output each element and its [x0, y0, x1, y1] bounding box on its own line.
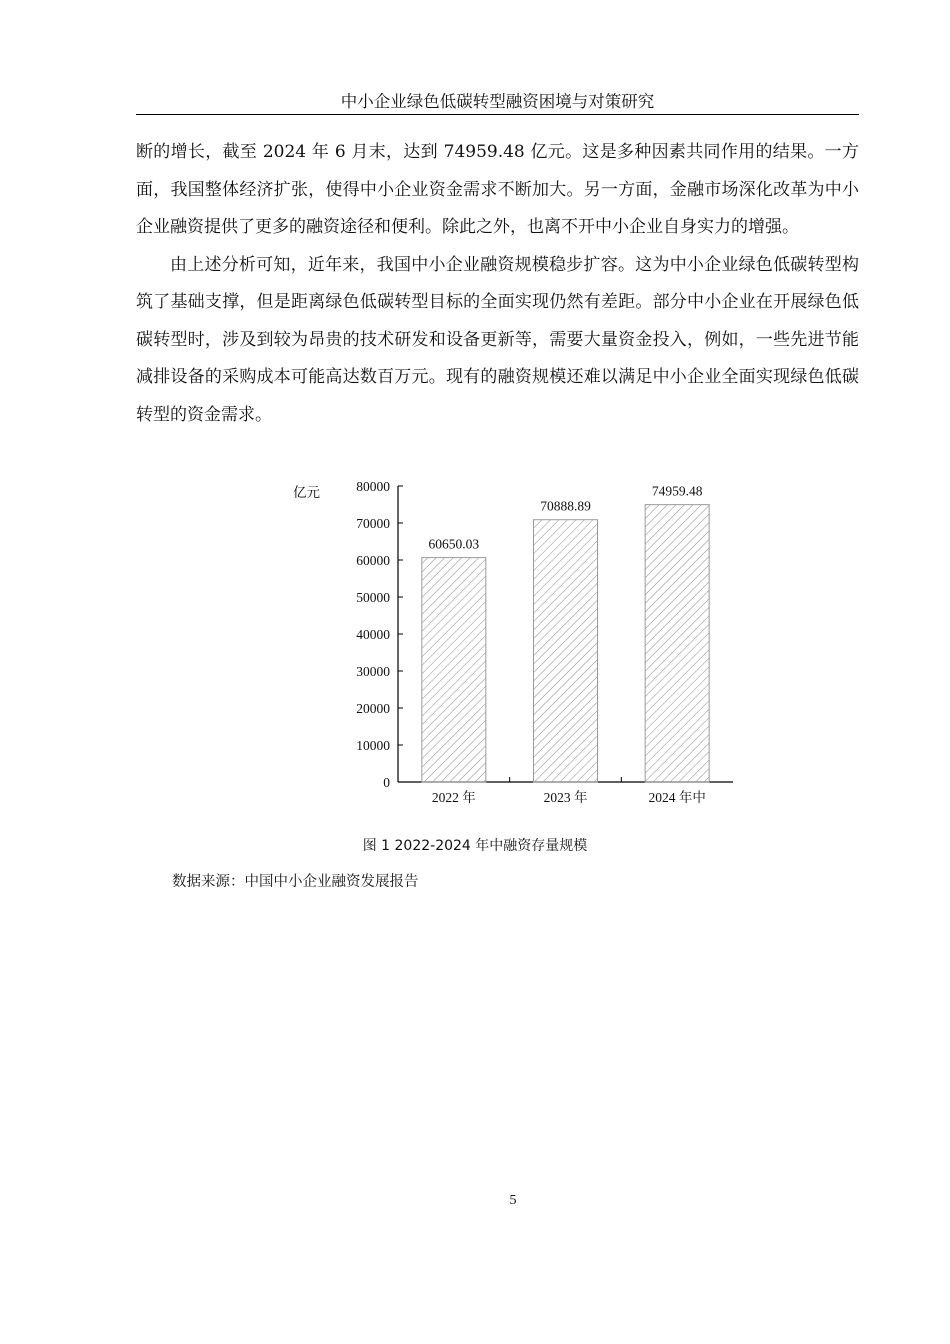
y-tick-label: 30000	[356, 664, 390, 679]
y-tick-label: 20000	[356, 701, 390, 716]
bar	[534, 520, 598, 782]
x-tick-label: 2024 年中	[648, 790, 706, 805]
chart-marks	[356, 479, 733, 805]
page-number: 5	[509, 1193, 517, 1208]
x-tick-label: 2023 年	[543, 790, 588, 805]
bar-value-label: 70888.89	[540, 498, 591, 514]
y-tick-label: 60000	[356, 553, 390, 568]
bar-value-label: 60650.03	[428, 536, 480, 552]
figure-caption: 图 1 2022-2024 年中融资存量规模	[362, 838, 588, 854]
bar-chart	[280, 476, 750, 816]
bar-value-label: 74959.48	[651, 483, 703, 499]
body-text	[136, 134, 859, 434]
y-tick-label: 40000	[356, 627, 390, 642]
y-tick-label: 0	[383, 775, 390, 790]
y-tick-label: 70000	[356, 516, 390, 531]
bar	[645, 505, 709, 782]
y-tick-label: 50000	[356, 590, 390, 605]
y-axis-label: 亿元	[293, 485, 320, 500]
paragraph-2: 由上述分析可知，近年来，我国中小企业融资规模稳步扩容。这为中小企业绿色低碳转型构筑了基础支撑，但是距离绿色低碳转型目标的全面实现仍然有差距。部分中小企业在开展绿色低碳转型时，涉及到较为昂贵的技术研发和设备更新等，需要大量资金投入，例如，一些先进节能减排设备的采购成本可能高达数百万元。现有的融资规模还难以满足中小企业全面实现绿色低碳转型的资金需求。	[136, 254, 859, 425]
data-source-note: 数据来源：中国中小企业融资发展报告	[172, 874, 419, 890]
running-header: 中小企业绿色低碳转型融资困境与对策研究	[340, 92, 655, 111]
y-tick-label: 80000	[356, 479, 390, 494]
paragraph-1: 断的增长，截至 2024 年 6 月末，达到 74959.48 亿元。这是多种因素共同作用的结果。一方面，我国整体经济扩张，使得中小企业资金需求不断加大。另一方面，金融市场深化改革为中小企业融资提供了更多的融资途径和便利。除此之外，也离不开中小企业自身实力的增强。	[136, 142, 859, 237]
x-tick-label: 2022 年	[431, 790, 476, 805]
header-rule	[136, 114, 859, 115]
bar	[422, 558, 486, 782]
y-tick-label: 10000	[356, 738, 390, 753]
